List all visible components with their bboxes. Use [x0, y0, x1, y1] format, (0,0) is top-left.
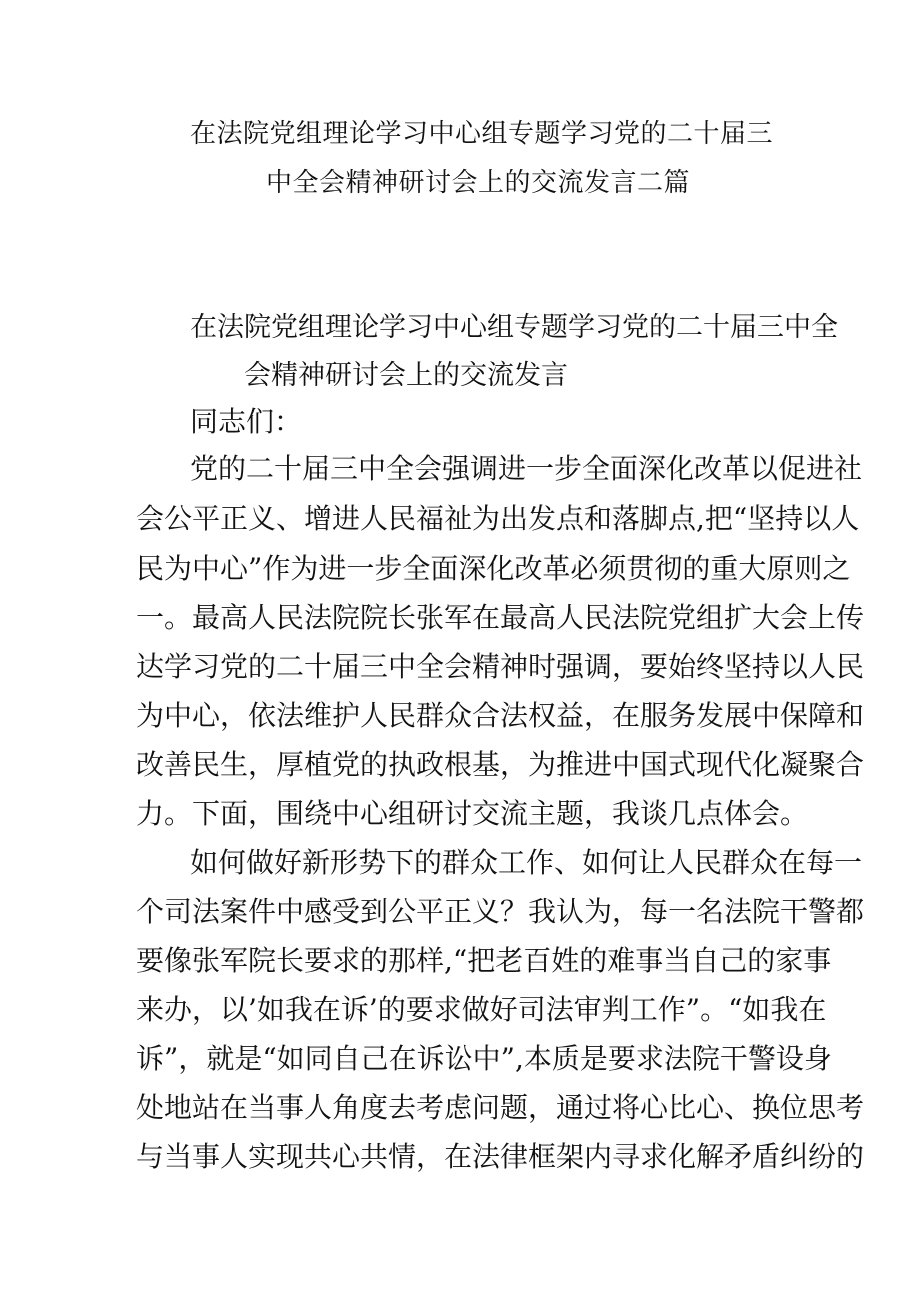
paragraph-2-line: 与当事人实现共心共情，在法律框架内寻求化解矛盾纠纷的 [136, 1140, 865, 1173]
document-title-line-2: 中全会精神研讨会上的交流发言二篇 [266, 168, 691, 198]
paragraph-1-line: 改善民生，厚植党的执政根基，为推进中国式现代化凝聚合 [136, 748, 865, 781]
paragraph-2-line: 要像张军院长要求的那样,“把老百姓的难事当自己的家事 [136, 944, 832, 977]
paragraph-2-line: 诉”，就是“如同自己在诉讼中”,本质是要求法院干警设身 [136, 1042, 832, 1075]
document-title-line-1: 在法院党组理论学习中心组专题学习党的二十届三 [190, 119, 774, 149]
paragraph-2-line: 处地站在当事人角度去考虑问题，通过将心比心、换位思考 [136, 1091, 865, 1124]
paragraph-1-line: 民为中心”作为进一步全面深化改革必须贯彻的重大原则之 [136, 552, 851, 585]
paragraph-2-line: 来办，以’如我在诉’的要求做好司法审判工作”。“如我在 [136, 993, 827, 1026]
paragraph-1-line: 力。下面，围绕中心组研讨交流主题，我谈几点体会。 [136, 797, 809, 830]
speech-title-line-2: 会精神研讨会上的交流发言 [244, 360, 568, 391]
paragraph-2-line: 个司法案件中感受到公平正义？我认为，每一名法院干警都 [136, 895, 865, 928]
paragraph-1-line: 会公平正义、增进人民福祉为出发点和落脚点,把“坚持以人 [136, 502, 860, 535]
paragraph-1-line: 达学习党的二十届三中全会精神时强调，要始终坚持以人民 [136, 650, 865, 683]
speech-title-line-1: 在法院党组理论学习中心组专题学习党的二十届三中全 [190, 312, 838, 343]
paragraph-1-line: 一。最高人民法院院长张军在最高人民法院党组扩大会上传 [136, 601, 865, 634]
greeting: 同志们： [190, 405, 303, 438]
paragraph-1-line: 党的二十届三中全会强调进一步全面深化改革以促进社 [190, 452, 863, 485]
paragraph-2-line: 如何做好新形势下的群众工作、如何让人民群众在每一 [190, 846, 863, 879]
paragraph-1-line: 为中心，依法维护人民群众合法权益，在服务发展中保障和 [136, 699, 865, 732]
